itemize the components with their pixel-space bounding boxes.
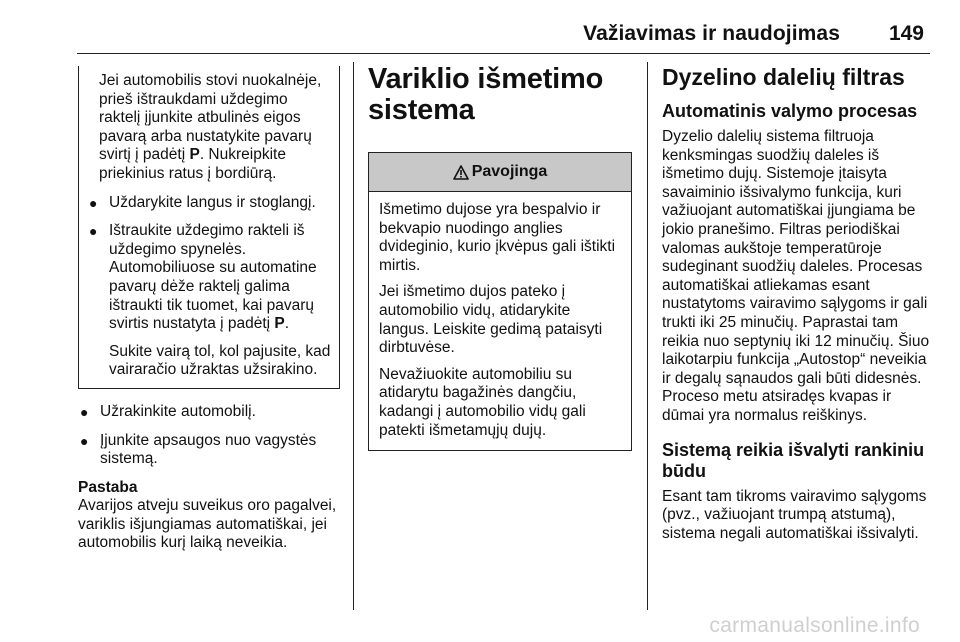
danger-paragraph-1: Išmetimo dujose yra bespalvio ir bekvapio nuodingo anglies dvideginio, kurio įkvėpus gali ištikti mirtis. — [379, 201, 616, 274]
automatic-cleaning-text: Dyzelio dalelių sistema filtruoja kenksmingas suodžių daleles iš išmetimo dujų. Sistemoje įtaisyta savaiminio išsivalymo funkcija, kuri važiuojant automatiškai įjungiama be jokio pranešimo. Filtras periodiškai valomas aukštoje temperatūroje sudeginant suodžių daleles. Procesas automatiškai atliekamas esant nustatytoms vairavimo sąlygoms ir gali trukti iki 25 minučių. Paprastai tam reikia nuo septynių iki 12 minučių. Šiuo laikotarpiu funkcija „Autostop“ neveikia ir degalų sąnaudos gali būti didesnės. Proceso metu atsiradęs kvapas ir dūmai yra normalus reiškinys. — [662, 128, 930, 424]
dpf-title: Dyzelino dalelių filtras — [662, 64, 905, 90]
header-rule — [77, 53, 930, 54]
note-heading: Pastaba — [78, 478, 138, 496]
page-header — [0, 0, 960, 52]
box-continuation-text: Jei automobilis stovi nuokalnėje, prieš ištraukdami uždegimo raktelį įjunkite atbulinės eigos pavarą arba nustatykite pavarų svirtį į padėtį P. Nukreipkite priekinius ratus į bordiūrą. — [99, 72, 322, 182]
column-2 — [368, 64, 632, 451]
continued-warning-box — [78, 66, 340, 389]
list-item: ● Ištraukite uždegimo rakteli iš uždegimo spynelės. Automobiliuose su automatine pavarų dėže raktelį galima ištraukti tik tuomet, kai pavarų svirtis nustatyta į padėtį P. Sukite vairą tol, kol pajusite, kad vairaračio užraktas užsirakino. — [87, 222, 333, 380]
bullet-icon: ● — [89, 194, 98, 211]
bullet-icon: ● — [80, 403, 89, 420]
danger-header — [369, 153, 631, 192]
manual-cleaning-text: Esant tam tikroms vairavimo sąlygoms (pvz., važiuojant trumpą atstumą), sistema negali automatiškai išsivalyti. — [662, 487, 927, 542]
section-title: Variklio išmetimo sistema — [368, 63, 604, 126]
column-divider-left — [353, 62, 354, 610]
page-header-title: Važiavimas ir naudojimas — [583, 22, 840, 45]
danger-body — [369, 192, 631, 450]
box-bullet-list — [87, 194, 333, 380]
column-3 — [662, 64, 930, 543]
subheading-manual-cleaning: Sistemą reikia išvalyti rankiniu būdu — [662, 439, 925, 481]
list-item: ● Įjunkite apsaugos nuo vagystės sistemą. — [80, 431, 317, 468]
column-divider-right — [647, 62, 648, 610]
danger-paragraph-3: Nevažiuokite automobiliu su atidarytu bagažinės dangčiu, kadangi į automobilio vidų gali patekti išmetamųjų dujų. — [379, 365, 586, 439]
bullet-list — [78, 403, 340, 469]
watermark: carmanualsonline.info — [709, 614, 920, 637]
page-number: 149 — [888, 22, 924, 45]
list-item: ● Užrakinkite automobilį. — [80, 402, 256, 420]
danger-label: Pavojinga — [471, 163, 548, 180]
danger-box — [368, 152, 632, 451]
danger-paragraph-2: Jei išmetimo dujos pateko į automobilio vidų, atidarykite langus. Leiskite gedimą pataisyti dirbtuvėse. — [379, 283, 603, 357]
bullet-icon: ● — [89, 223, 98, 240]
note-text: Avarijos atveju suveikus oro pagalvei, variklis išjungiamas automatiškai, jei automobilis kurį laiką neveikia. — [78, 497, 337, 552]
column-1 — [78, 66, 340, 553]
list-item: ● Uždarykite langus ir stoglangį. — [89, 193, 316, 211]
warning-triangle-icon — [453, 165, 469, 180]
subheading-automatic-cleaning: Automatinis valymo procesas — [662, 101, 918, 121]
bullet-icon: ● — [80, 432, 89, 449]
box-bullet-2-paragraph: Sukite vairą tol, kol pajusite, kad vairaračio užraktas užsirakino. — [109, 342, 331, 379]
